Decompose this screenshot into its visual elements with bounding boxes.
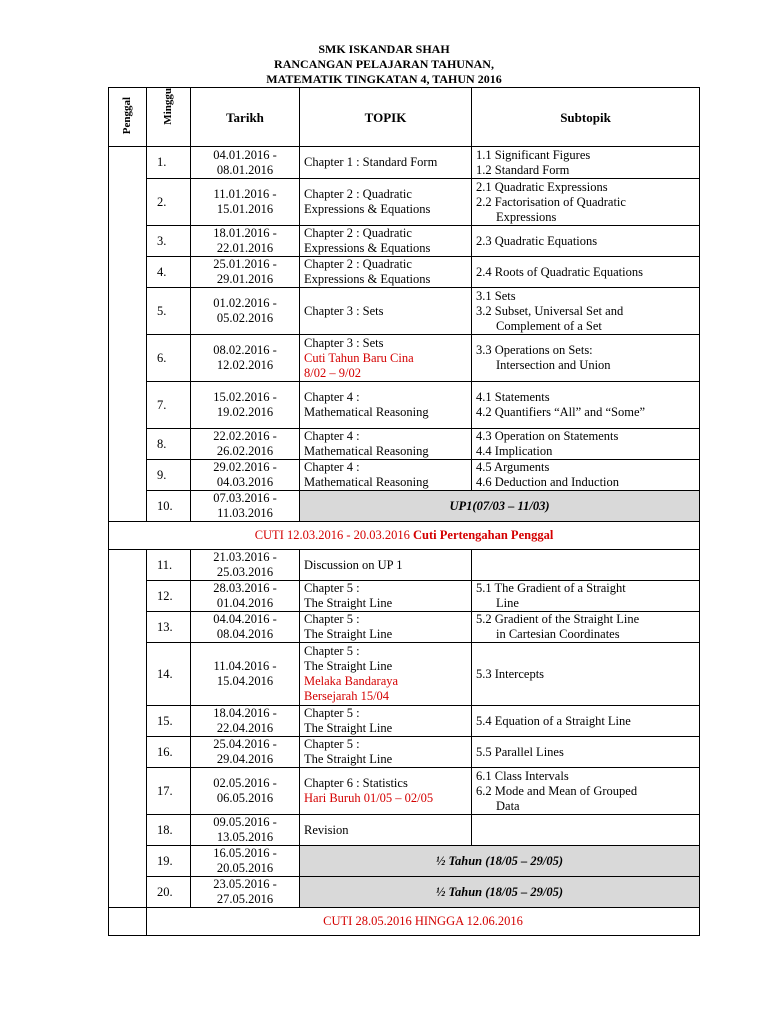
week-dates (191, 226, 300, 257)
week-number: 11. (147, 550, 191, 581)
date-end: 05.02.2016 (216, 311, 274, 325)
date-start: 07.03.2016 - (213, 491, 277, 505)
school-name: SMK ISKANDAR SHAH (318, 42, 450, 56)
subtopic-cell (472, 550, 700, 581)
date-end: 08.04.2016 (216, 627, 274, 641)
topic-line: Chapter 2 : Quadratic (304, 226, 412, 240)
week-row (109, 335, 700, 382)
topic-line: Chapter 4 : (304, 460, 360, 474)
subtopic-line: 5.5 Parallel Lines (476, 744, 564, 759)
break-label: Cuti Pertengahan Penggal (413, 528, 554, 542)
document-title: RANCANGAN PELAJARAN TAHUNAN, (274, 57, 494, 71)
subtopic-cell (472, 288, 700, 335)
exam-cell: ½ Tahun (18/05 – 29/05) (300, 877, 700, 908)
holiday-note: Cuti Tahun Baru Cina (304, 350, 414, 365)
col-penggal: Penggal (109, 88, 147, 147)
col-subtopik: Subtopik (472, 88, 700, 147)
week-row (109, 460, 700, 491)
subtopic-cell (472, 612, 700, 643)
week-number: 8. (147, 429, 191, 460)
subtopic-line: in Cartesian Coordinates (496, 627, 620, 641)
week-dates (191, 147, 300, 179)
topic-cell (300, 179, 472, 226)
week-row (109, 257, 700, 288)
topic-line: Chapter 2 : Quadratic (304, 187, 412, 201)
subtopic-cell (472, 429, 700, 460)
week-row (109, 706, 700, 737)
topic-line: Chapter 6 : Statistics (304, 776, 408, 790)
date-start: 28.03.2016 - (213, 581, 277, 595)
week-number: 10. (147, 491, 191, 522)
subtopic-cell (472, 581, 700, 612)
subtopic-line: 1.2 Standard Form (476, 162, 570, 177)
week-row (109, 846, 700, 877)
document-subtitle: MATEMATIK TINGKATAN 4, TAHUN 2016 (266, 72, 502, 86)
week-dates (191, 612, 300, 643)
subtopic-cell (472, 335, 700, 382)
subtopic-line: 3.1 Sets (476, 288, 516, 303)
date-start: 11.01.2016 - (213, 187, 277, 201)
subtopic-line: 5.3 Intercepts (476, 666, 545, 681)
subtopic-cell (472, 815, 700, 846)
week-row (109, 581, 700, 612)
topic-line: The Straight Line (304, 596, 393, 610)
week-dates (191, 335, 300, 382)
subtopic-line: Intersection and Union (496, 358, 611, 372)
subtopic-cell (472, 643, 700, 706)
topic-line: The Straight Line (304, 752, 393, 766)
week-row (109, 226, 700, 257)
date-start: 25.04.2016 - (213, 737, 277, 751)
week-number: 15. (147, 706, 191, 737)
week-row (109, 382, 700, 429)
break-dates: CUTI 12.03.2016 - 20.03.2016 (254, 528, 414, 542)
date-end: 22.01.2016 (216, 241, 274, 255)
date-start: 21.03.2016 - (213, 550, 277, 564)
date-start: 11.04.2016 - (213, 659, 277, 673)
topic-line: Chapter 5 : (304, 644, 360, 658)
date-end: 29.01.2016 (216, 272, 274, 286)
date-start: 15.02.2016 - (213, 390, 277, 404)
date-end: 22.04.2016 (216, 721, 274, 735)
end-term-break: CUTI 28.05.2016 HINGGA 12.06.2016 (147, 908, 700, 936)
date-start: 23.05.2016 - (213, 877, 277, 891)
topic-line: Mathematical Reasoning (304, 475, 429, 489)
penggal-cell (109, 147, 147, 522)
break-row (109, 908, 700, 936)
subtopic-line: 3.3 Operations on Sets: (476, 343, 593, 357)
subtopic-line: 4.3 Operation on Statements (476, 429, 619, 443)
topic-cell (300, 737, 472, 768)
topic-cell (300, 257, 472, 288)
penggal-cell (109, 550, 147, 908)
date-start: 29.02.2016 - (213, 460, 277, 474)
topic-line: Chapter 4 : (304, 429, 360, 443)
date-start: 18.04.2016 - (213, 706, 277, 720)
subtopic-line: 6.2 Mode and Mean of Grouped (476, 783, 638, 798)
week-number: 13. (147, 612, 191, 643)
date-start: 22.02.2016 - (213, 429, 277, 443)
date-end: 29.04.2016 (216, 752, 274, 766)
subtopic-line: 4.6 Deduction and Induction (476, 475, 620, 489)
week-number: 18. (147, 815, 191, 846)
subtopic-line: 4.4 Implication (476, 444, 553, 458)
week-dates (191, 491, 300, 522)
subtopic-line: Line (496, 596, 519, 610)
topic-line: Chapter 4 : (304, 390, 360, 404)
topic-line: Mathematical Reasoning (304, 444, 429, 458)
subtopic-line: 5.4 Equation of a Straight Line (476, 713, 631, 728)
topic-cell (300, 768, 472, 815)
topic-line: Chapter 5 : (304, 612, 360, 626)
week-dates (191, 460, 300, 491)
topic-line: The Straight Line (304, 721, 393, 735)
topic-cell (300, 815, 472, 846)
date-end: 26.02.2016 (216, 444, 274, 458)
week-number: 20. (147, 877, 191, 908)
topic-cell (300, 550, 472, 581)
week-dates (191, 581, 300, 612)
date-start: 09.05.2016 - (213, 815, 277, 829)
subtopic-line: 2.3 Quadratic Equations (476, 233, 598, 248)
week-row (109, 550, 700, 581)
subtopic-line: Data (496, 798, 520, 813)
topic-cell (300, 335, 472, 382)
date-end: 04.03.2016 (216, 475, 274, 489)
topic-cell (300, 226, 472, 257)
week-dates (191, 257, 300, 288)
topic-cell (300, 581, 472, 612)
topic-cell (300, 460, 472, 491)
week-row (109, 737, 700, 768)
week-number: 17. (147, 768, 191, 815)
subtopic-cell (472, 257, 700, 288)
week-dates (191, 179, 300, 226)
date-end: 20.05.2016 (216, 861, 274, 875)
subtopic-line: Expressions (496, 209, 557, 224)
week-dates (191, 815, 300, 846)
week-row (109, 429, 700, 460)
date-end: 13.05.2016 (216, 830, 274, 844)
week-number: 3. (147, 226, 191, 257)
col-topik: TOPIK (300, 88, 472, 147)
subtopic-line: 1.1 Significant Figures (476, 147, 591, 162)
week-dates (191, 288, 300, 335)
week-number: 1. (147, 147, 191, 179)
week-number: 2. (147, 179, 191, 226)
topic-cell (300, 382, 472, 429)
subtopic-cell (472, 706, 700, 737)
topic-line: Chapter 5 : (304, 706, 360, 720)
week-number: 12. (147, 581, 191, 612)
subtopic-line: 5.1 The Gradient of a Straight (476, 581, 626, 595)
week-number: 5. (147, 288, 191, 335)
subtopic-line: 2.4 Roots of Quadratic Equations (476, 264, 643, 279)
week-dates (191, 643, 300, 706)
holiday-note: Hari Buruh 01/05 – 02/05 (304, 791, 434, 805)
week-number: 9. (147, 460, 191, 491)
date-end: 12.02.2016 (216, 358, 274, 372)
topic-line: Mathematical Reasoning (304, 405, 429, 419)
penggal-cell (109, 908, 147, 936)
topic-line: Chapter 5 : (304, 581, 360, 595)
topic-cell (300, 612, 472, 643)
date-end: 08.01.2016 (216, 162, 274, 177)
mid-term-break (109, 522, 700, 550)
topic-line: Chapter 1 : Standard Form (304, 155, 438, 169)
subtopic-cell (472, 179, 700, 226)
week-number: 16. (147, 737, 191, 768)
date-start: 01.02.2016 - (213, 296, 277, 310)
date-start: 04.01.2016 - (213, 147, 277, 162)
topic-line: Expressions & Equations (304, 241, 431, 255)
subtopic-line: 3.2 Subset, Universal Set and (476, 303, 624, 318)
topic-cell (300, 429, 472, 460)
subtopic-line: 4.5 Arguments (476, 460, 550, 474)
week-row (109, 643, 700, 706)
subtopic-line: Complement of a Set (496, 318, 602, 333)
week-dates (191, 768, 300, 815)
topic-cell (300, 643, 472, 706)
week-row (109, 147, 700, 179)
week-row (109, 179, 700, 226)
topic-line: Chapter 3 : Sets (304, 335, 384, 350)
date-end: 06.05.2016 (216, 791, 274, 805)
week-row (109, 288, 700, 335)
week-row (109, 612, 700, 643)
topic-line: Chapter 5 : (304, 737, 360, 751)
subtopic-cell (472, 737, 700, 768)
topic-cell (300, 706, 472, 737)
week-row (109, 815, 700, 846)
lesson-plan-table (108, 87, 700, 936)
date-start: 25.01.2016 - (213, 257, 277, 271)
holiday-note: Melaka Bandaraya (304, 674, 399, 688)
col-minggu: Minggu (147, 88, 191, 147)
date-end: 11.03.2016 (217, 506, 273, 520)
topic-cell (300, 288, 472, 335)
subtopic-line: 4.1 Statements (476, 390, 550, 404)
date-end: 25.03.2016 (216, 565, 274, 579)
date-start: 02.05.2016 - (213, 776, 277, 790)
exam-cell: UP1(07/03 – 11/03) (300, 491, 700, 522)
subtopic-cell (472, 226, 700, 257)
holiday-note: Bersejarah 15/04 (304, 689, 390, 703)
subtopic-line: 2.1 Quadratic Expressions (476, 179, 608, 194)
topic-line: The Straight Line (304, 627, 393, 641)
topic-line: Expressions & Equations (304, 272, 431, 286)
topic-line: Expressions & Equations (304, 202, 431, 216)
week-dates (191, 877, 300, 908)
week-dates (191, 706, 300, 737)
subtopic-cell (472, 460, 700, 491)
week-row (109, 768, 700, 815)
week-row (109, 877, 700, 908)
topic-line: Chapter 2 : Quadratic (304, 257, 412, 271)
topic-line: The Straight Line (304, 659, 393, 673)
subtopic-line: 2.2 Factorisation of Quadratic (476, 194, 626, 209)
col-tarikh: Tarikh (191, 88, 300, 147)
date-end: 15.01.2016 (216, 202, 274, 216)
subtopic-cell (472, 768, 700, 815)
topic-cell (300, 147, 472, 179)
week-dates (191, 737, 300, 768)
subtopic-cell (472, 147, 700, 179)
week-dates (191, 846, 300, 877)
date-start: 08.02.2016 - (213, 343, 277, 357)
subtopic-cell (472, 382, 700, 429)
topic-line: Revision (304, 822, 349, 837)
holiday-note: 8/02 – 9/02 (304, 365, 361, 380)
exam-cell: ½ Tahun (18/05 – 29/05) (300, 846, 700, 877)
week-number: 4. (147, 257, 191, 288)
date-end: 27.05.2016 (216, 892, 274, 906)
week-number: 19. (147, 846, 191, 877)
date-end: 01.04.2016 (216, 596, 274, 610)
break-row (109, 522, 700, 550)
date-end: 19.02.2016 (216, 405, 274, 419)
topic-line: Discussion on UP 1 (304, 557, 403, 572)
date-end: 15.04.2016 (216, 674, 274, 688)
week-number: 14. (147, 643, 191, 706)
subtopic-line: 6.1 Class Intervals (476, 768, 569, 783)
date-start: 04.04.2016 - (213, 612, 277, 626)
week-dates (191, 550, 300, 581)
date-start: 16.05.2016 - (213, 846, 277, 860)
topic-line: Chapter 3 : Sets (304, 303, 384, 318)
week-number: 7. (147, 382, 191, 429)
header-row (109, 88, 700, 147)
week-dates (191, 429, 300, 460)
week-number: 6. (147, 335, 191, 382)
week-row (109, 491, 700, 522)
subtopic-line: 4.2 Quantifiers “All” and “Some” (476, 405, 646, 419)
subtopic-line: 5.2 Gradient of the Straight Line (476, 612, 640, 626)
week-dates (191, 382, 300, 429)
date-start: 18.01.2016 - (213, 226, 277, 240)
